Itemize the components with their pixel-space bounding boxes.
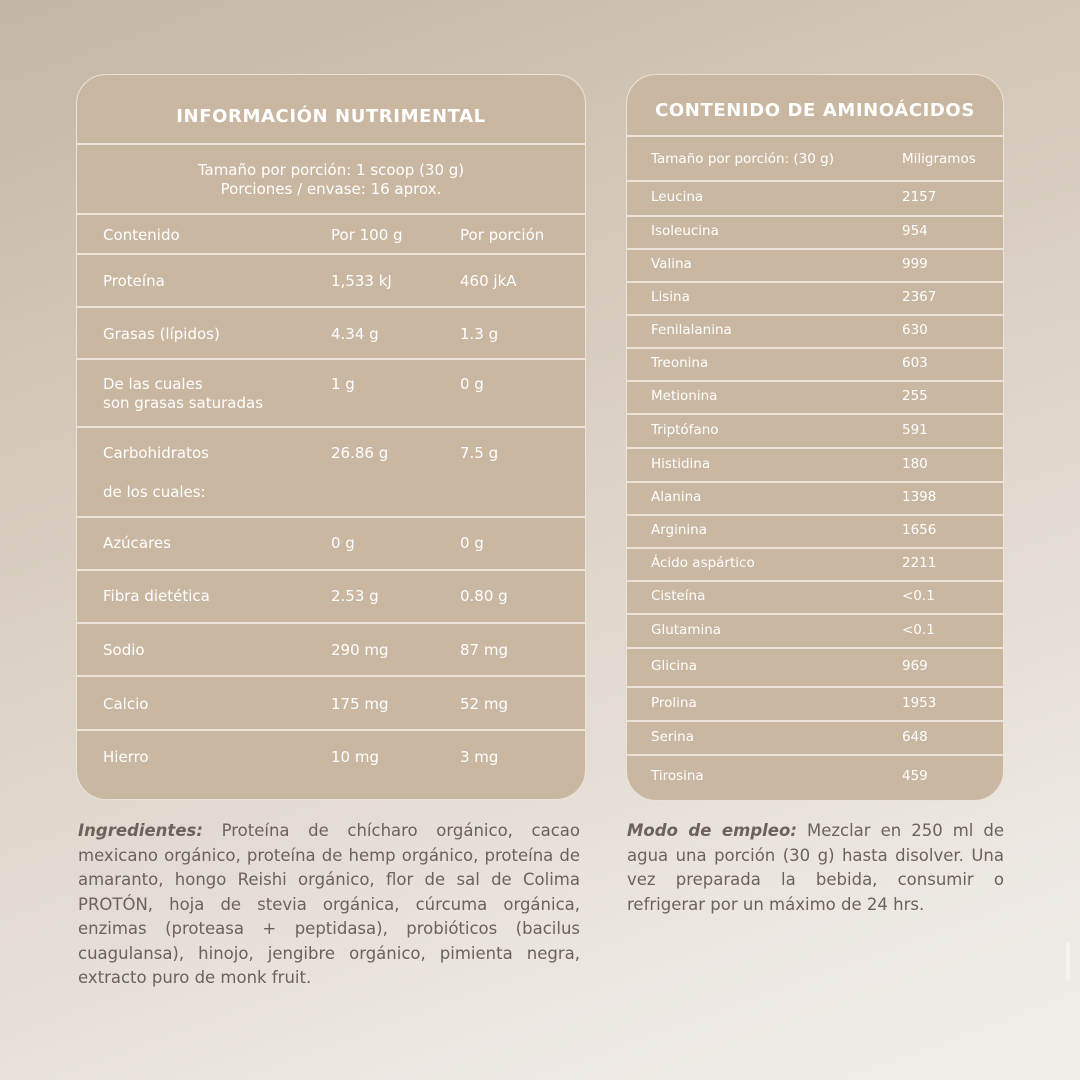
amino-acid-name: Serina [651, 729, 695, 745]
divider [77, 426, 585, 428]
divider [627, 514, 1003, 516]
amino-acid-mg: 2367 [902, 289, 937, 305]
divider [627, 580, 1003, 582]
divider [627, 314, 1003, 316]
amino-acid-name: Treonina [651, 355, 709, 371]
divider [77, 622, 585, 624]
nutrient-per-100g: 1 g [331, 375, 355, 393]
divider [627, 180, 1003, 182]
amino-acid-mg: 630 [902, 322, 928, 338]
usage-paragraph [627, 819, 1004, 917]
nutrition-title: INFORMACIÓN NUTRIMENTAL [176, 106, 486, 127]
nutrient-per-serving: 87 mg [460, 641, 508, 659]
divider [77, 143, 585, 145]
nutrition-facts-card [76, 74, 586, 800]
nutrient-name: Calcio [103, 695, 149, 713]
divider [77, 516, 585, 518]
nutrient-name: Fibra dietética [103, 587, 210, 605]
amino-acid-mg: <0.1 [902, 622, 935, 638]
divider [77, 306, 585, 308]
ingredients-text: Proteína de chícharo orgánico, cacao mexicano orgánico, proteína de hemp orgánico, proteína de amaranto, hongo Reishi orgánico, flor de sal de Colima PROTÓN, hoja de stevia orgánica, cúrcuma orgánica, enzimas (proteasa + peptidasa), probióticos (bacilus cuagulansa), hinojo, jengibre orgánico, pimienta negra, extracto puro de monk fruit. [78, 821, 580, 987]
divider [627, 754, 1003, 756]
amino-acid-mg: 591 [902, 422, 928, 438]
nutrient-per-100g: 175 mg [331, 695, 389, 713]
amino-acid-mg: 648 [902, 729, 928, 745]
nutrient-name: Grasas (lípidos) [103, 325, 220, 343]
divider [627, 380, 1003, 382]
amino-acid-name: Prolina [651, 695, 697, 711]
amino-acid-name: Ácido aspártico [651, 555, 755, 571]
nutrient-per-100g: 4.34 g [331, 325, 379, 343]
nutrient-per-serving: 0.80 g [460, 587, 508, 605]
divider [77, 213, 585, 215]
amino-acid-card [626, 74, 1004, 801]
amino-acid-name: Leucina [651, 189, 704, 205]
amino-header-serving: Tamaño por porción: (30 g) [651, 151, 834, 167]
divider [77, 729, 585, 731]
amino-acid-mg: <0.1 [902, 588, 935, 604]
nutrient-per-100g: 1,533 kJ [331, 272, 392, 290]
amino-acid-mg: 180 [902, 456, 928, 472]
amino-acid-mg: 603 [902, 355, 928, 371]
amino-acid-mg: 1398 [902, 489, 937, 505]
nutrient-name: Hierro [103, 748, 149, 766]
amino-acid-mg: 2157 [902, 189, 937, 205]
divider [627, 547, 1003, 549]
nutrient-name-line2: son grasas saturadas [103, 394, 264, 412]
header-contenido: Contenido [103, 226, 180, 244]
divider [627, 135, 1003, 137]
divider [627, 720, 1003, 722]
divider [627, 413, 1003, 415]
nutrient-name-line2: de los cuales: [103, 483, 206, 501]
amino-acid-name: Isoleucina [651, 223, 719, 239]
divider [77, 569, 585, 571]
header-por-100g: Por 100 g [331, 226, 403, 244]
servings-per-container-text: Porciones / envase: 16 aprox. [220, 180, 442, 198]
divider [627, 447, 1003, 449]
nutrient-name: Sodio [103, 641, 145, 659]
amino-acid-name: Fenilalanina [651, 322, 732, 338]
amino-acid-name: Glicina [651, 658, 697, 674]
amino-acid-mg: 954 [902, 223, 928, 239]
divider [627, 481, 1003, 483]
amino-acid-name: Triptófano [651, 422, 719, 438]
nutrient-per-serving: 52 mg [460, 695, 508, 713]
amino-acid-mg: 999 [902, 256, 928, 272]
divider [627, 686, 1003, 688]
amino-acid-name: Valina [651, 256, 692, 272]
nutrient-per-serving: 0 g [460, 375, 484, 393]
nutrient-per-100g: 2.53 g [331, 587, 379, 605]
amino-acid-mg: 969 [902, 658, 928, 674]
ingredients-label: Ingredientes: [78, 821, 203, 840]
nutrient-per-100g: 0 g [331, 534, 355, 552]
header-por-porcion: Por porción [460, 226, 545, 244]
nutrient-per-serving: 0 g [460, 534, 484, 552]
nutrient-per-100g: 290 mg [331, 641, 389, 659]
amino-acid-mg: 1656 [902, 522, 937, 538]
nutrient-name: Carbohidratos [103, 444, 209, 462]
divider [77, 675, 585, 677]
divider [627, 613, 1003, 615]
nutrient-name: De las cuales [103, 375, 203, 393]
nutrient-per-100g: 10 mg [331, 748, 379, 766]
amino-acid-name: Arginina [651, 522, 708, 538]
amino-acid-mg: 255 [902, 388, 928, 404]
nutrient-name: Azúcares [103, 534, 171, 552]
nutrient-per-serving: 3 mg [460, 748, 499, 766]
nutrient-per-100g: 26.86 g [331, 444, 389, 462]
scroll-indicator [1066, 942, 1070, 980]
amino-acid-mg: 2211 [902, 555, 937, 571]
amino-acid-name: Glutamina [651, 622, 722, 638]
nutrient-per-serving: 7.5 g [460, 444, 499, 462]
divider [77, 253, 585, 255]
amino-acid-name: Tirosina [651, 768, 704, 784]
serving-size-text: Tamaño por porción: 1 scoop (30 g) [197, 161, 465, 179]
amino-header-mg: Miligramos [902, 151, 976, 167]
amino-acid-name: Metionina [651, 388, 718, 404]
amino-acid-name: Alanina [651, 489, 702, 505]
divider [627, 248, 1003, 250]
nutrient-per-serving: 1.3 g [460, 325, 499, 343]
amino-acid-name: Histidina [651, 456, 711, 472]
ingredients-paragraph [78, 819, 580, 991]
divider [627, 347, 1003, 349]
divider [627, 647, 1003, 649]
amino-title: CONTENIDO DE AMINOÁCIDOS [655, 100, 975, 121]
usage-text: Mezclar en 250 ml de agua una porción (30 g) hasta disolver. Una vez preparada la bebida, consumir o refrigerar por un máximo de 24 hrs. [627, 821, 1005, 914]
amino-acid-name: Lisina [651, 289, 690, 305]
usage-label: Modo de empleo: [627, 821, 797, 840]
nutrient-per-serving: 460 jkA [460, 272, 517, 290]
nutrient-name: Proteína [103, 272, 165, 290]
amino-acid-name: Cisteína [651, 588, 706, 604]
amino-acid-mg: 459 [902, 768, 928, 784]
divider [627, 215, 1003, 217]
divider [77, 358, 585, 360]
divider [627, 281, 1003, 283]
amino-acid-mg: 1953 [902, 695, 937, 711]
